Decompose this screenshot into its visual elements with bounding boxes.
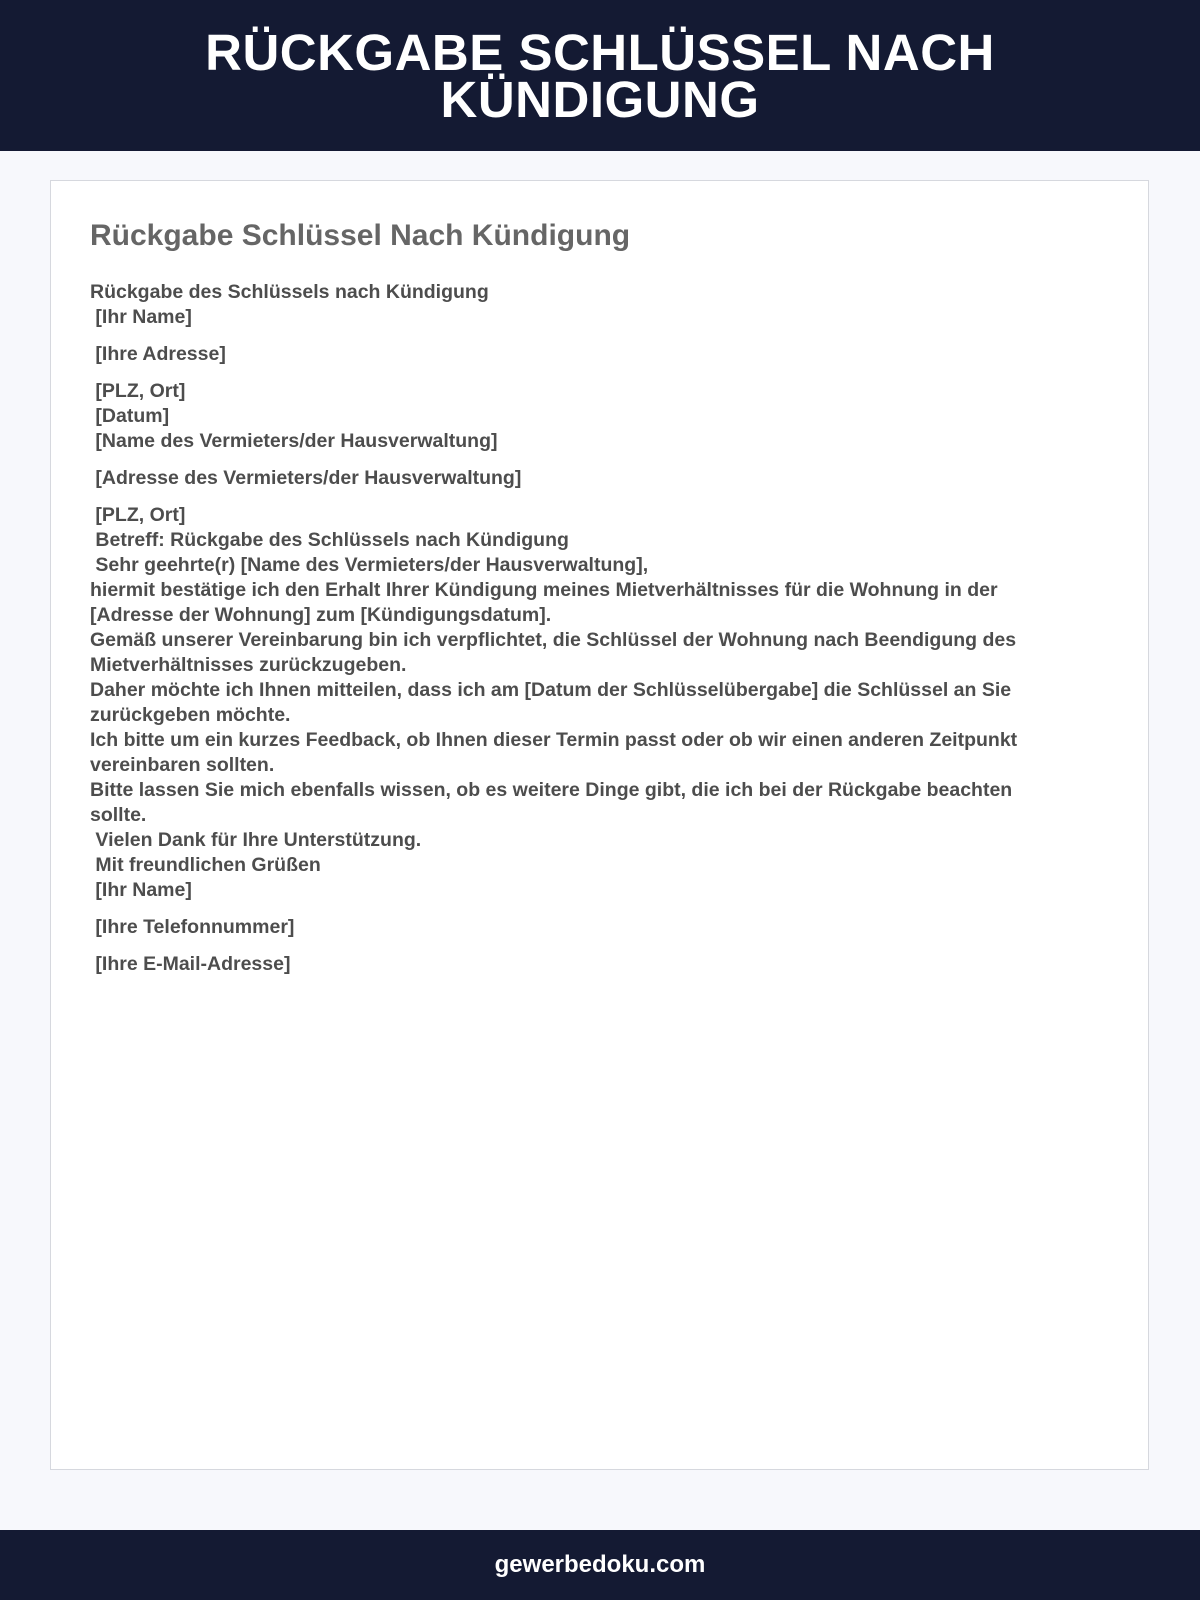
page-header — [0, 0, 1200, 151]
letter-line: Vielen Dank für Ihre Unterstützung. — [90, 829, 422, 851]
footer-site-name: gewerbedoku.com — [494, 1551, 706, 1578]
letter-line: [Ihr Name] — [90, 306, 192, 328]
letter-paragraph: hiermit bestätige ich den Erhalt Ihrer Kündigung meines Mietverhältnisses für die Wohnung in der [Adresse der Wohnung] zum [Kündigungsdatum]. — [90, 579, 998, 626]
letter-line: [Adresse des Vermieters/der Hausverwaltung] — [90, 467, 522, 489]
letter-line: [Ihr Name] — [90, 879, 192, 901]
letter-line: [PLZ, Ort] — [90, 504, 186, 526]
letter-line: Mit freundlichen Grüßen — [90, 854, 321, 876]
document-title: Rückgabe Schlüssel Nach Kündigung — [90, 219, 631, 252]
letter-line: [Ihre Adresse] — [90, 343, 226, 365]
letter-line: Betreff: Rückgabe des Schlüssels nach Kündigung — [90, 529, 569, 551]
letter-paragraph: Ich bitte um ein kurzes Feedback, ob Ihnen dieser Termin passt oder ob wir einen anderen Zeitpunkt vereinbaren sollten. — [90, 729, 1018, 776]
letter-line: [Datum] — [90, 405, 170, 427]
letter-line: Sehr geehrte(r) [Name des Vermieters/der Hausverwaltung], — [90, 554, 649, 576]
letter-line: [Ihre Telefonnummer] — [90, 916, 295, 938]
letter-paragraph: Daher möchte ich Ihnen mitteilen, dass ich am [Datum der Schlüsselübergabe] die Schlüssel an Sie zurückgeben möchte. — [90, 679, 1012, 726]
letter-line: Rückgabe des Schlüssels nach Kündigung — [90, 281, 489, 303]
letter-line: [PLZ, Ort] — [90, 380, 186, 402]
page-title: RÜCKGABE SCHLÜSSEL NACH KÜNDIGUNG — [205, 23, 995, 128]
document-body — [90, 280, 1060, 977]
letter-paragraph: Gemäß unserer Vereinbarung bin ich verpflichtet, die Schlüssel der Wohnung nach Beendigung des Mietverhältnisses zurückzugeben. — [90, 629, 1017, 676]
letter-line: [Name des Vermieters/der Hausverwaltung] — [90, 430, 498, 452]
letter-paragraph: Bitte lassen Sie mich ebenfalls wissen, ob es weitere Dinge gibt, die ich bei der Rückgabe beachten sollte. — [90, 779, 1013, 826]
letter-line: [Ihre E-Mail-Adresse] — [90, 953, 291, 975]
page-footer — [0, 1530, 1200, 1600]
